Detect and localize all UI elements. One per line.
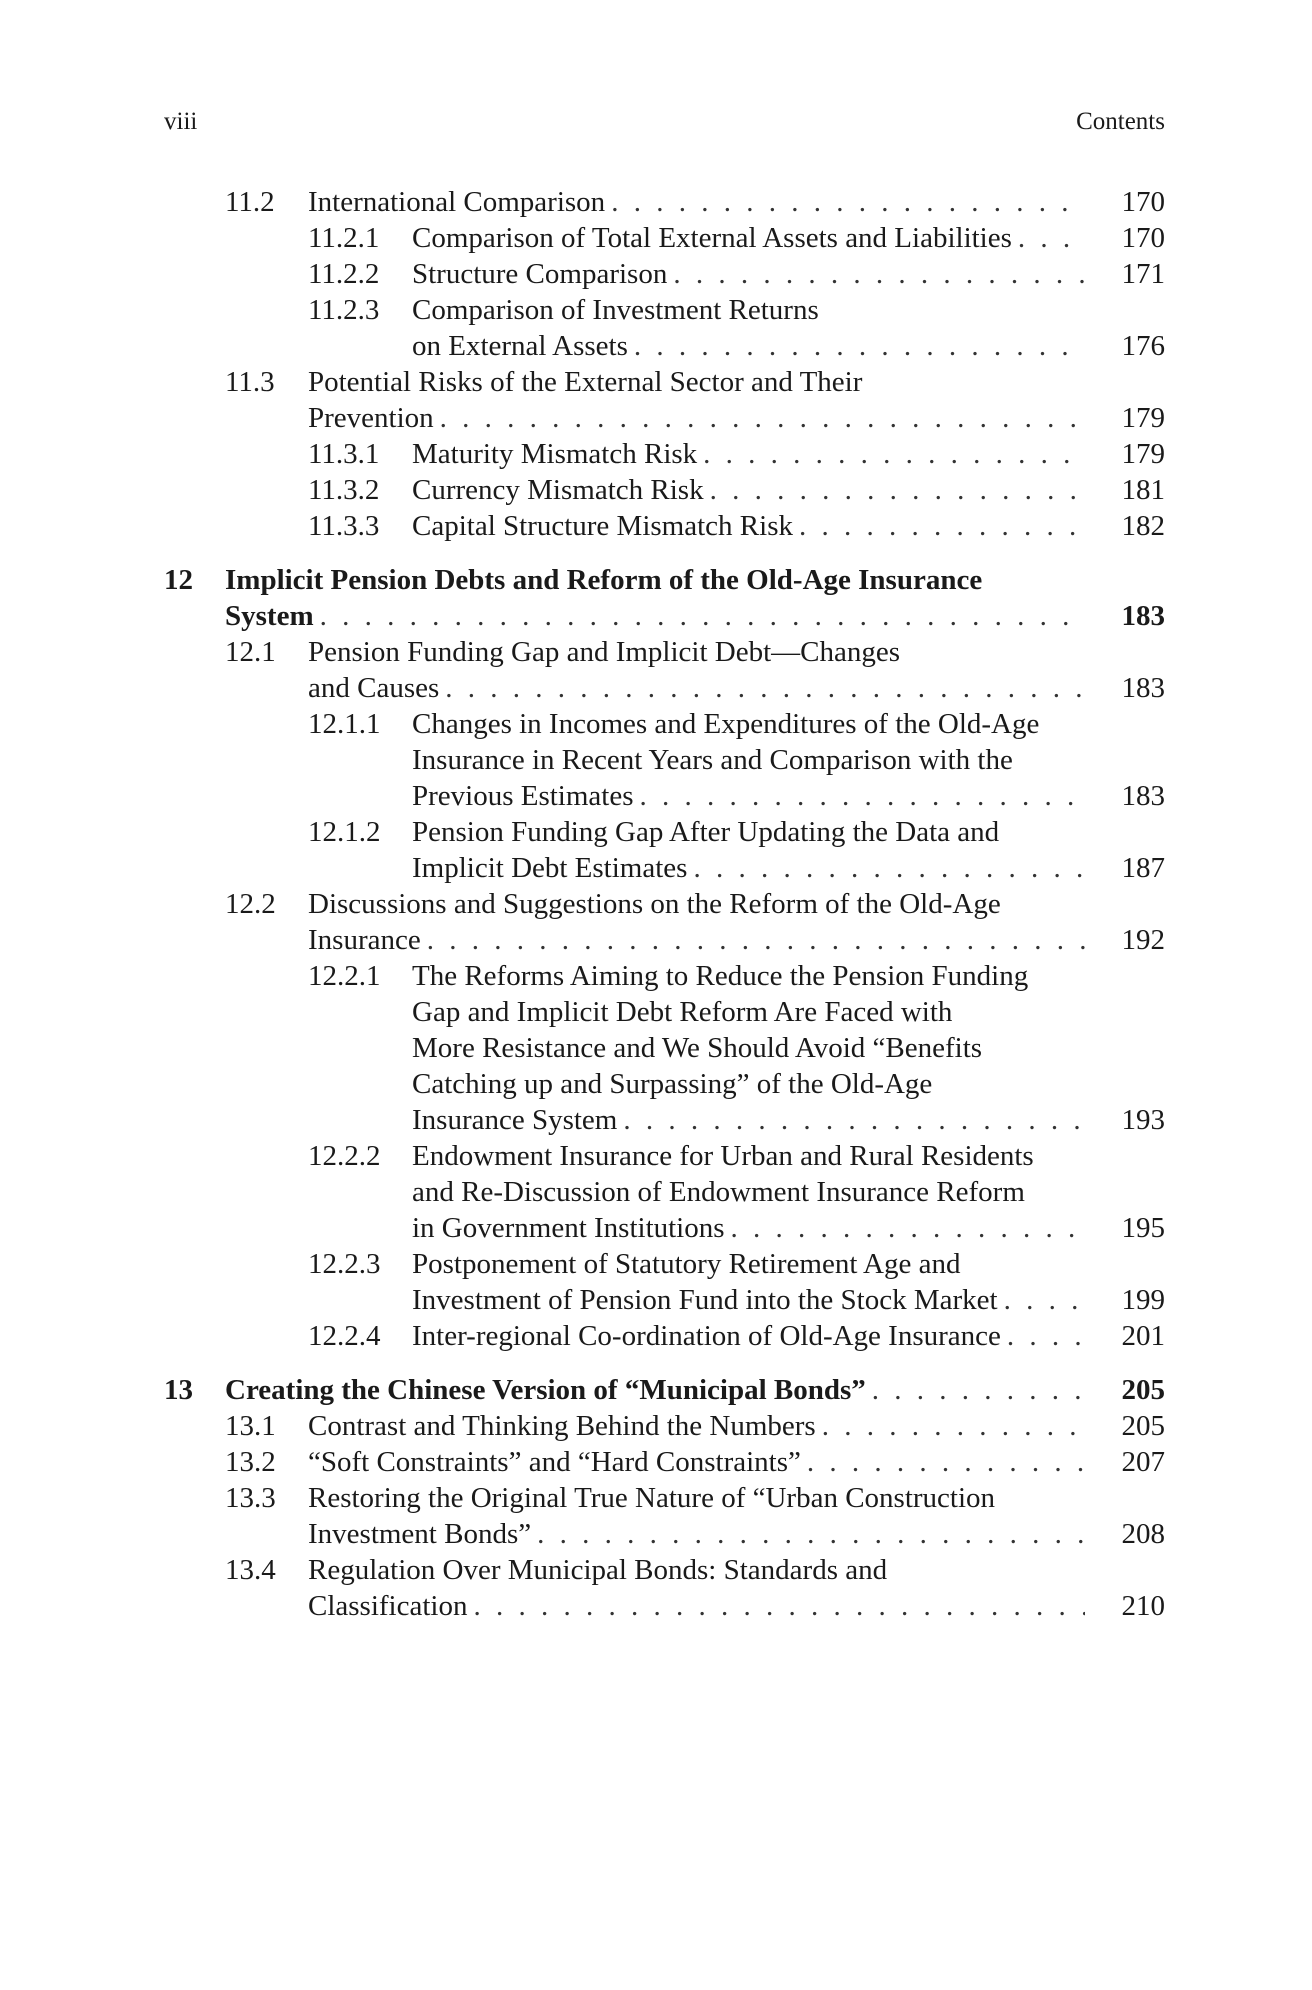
section-title: Maturity Mismatch Risk: [412, 438, 698, 470]
section-number: 13.4: [225, 1554, 276, 1586]
page-ref: 205: [1121, 1374, 1165, 1406]
section-title: Capital Structure Mismatch Risk: [412, 510, 793, 542]
dot-leader: [434, 400, 1085, 436]
section-title-line: Insurance in Recent Years and Comparison with the: [412, 744, 1013, 776]
toc-entry-11-2-2[interactable]: [0, 256, 1312, 292]
section-number: 12.1: [225, 636, 276, 668]
section-title-line: Changes in Incomes and Expenditures of the Old-Age: [412, 708, 1040, 740]
chapter-title: Creating the Chinese Version of “Municipal Bonds”: [225, 1374, 866, 1406]
page-ref: 171: [1121, 258, 1165, 290]
section-number: 12.1.1: [308, 708, 381, 740]
section-title-line: The Reforms Aiming to Reduce the Pension Funding: [412, 960, 1029, 992]
page-ref: 199: [1121, 1284, 1165, 1316]
dot-leader: [866, 1372, 1085, 1408]
dot-leader: [1001, 1318, 1085, 1354]
page-ref: 205: [1121, 1410, 1165, 1442]
chapter-number: 13: [164, 1374, 193, 1406]
page-ref: 176: [1121, 330, 1165, 362]
dot-leader: [634, 778, 1085, 814]
section-title-line: Gap and Implicit Debt Reform Are Faced with: [412, 996, 953, 1028]
dot-leader: [998, 1282, 1085, 1318]
section-title-line: Pension Funding Gap and Implicit Debt—Changes: [308, 636, 901, 668]
toc-entry-12-1-2[interactable]: [0, 814, 1312, 886]
section-title-line: Pension Funding Gap After Updating the Data and: [412, 816, 1000, 848]
dot-leader: [816, 1408, 1085, 1444]
page-ref: 207: [1121, 1446, 1165, 1478]
page-ref: 179: [1121, 438, 1165, 470]
section-number: 12.2.4: [308, 1320, 381, 1352]
chapter-title: System: [225, 600, 314, 632]
section-title: Classification: [308, 1590, 468, 1622]
section-title: on External Assets: [412, 330, 628, 362]
section-title-line: and Re-Discussion of Endowment Insurance Reform: [412, 1176, 1025, 1208]
section-number: 12.2.2: [308, 1140, 381, 1172]
page-ref: 193: [1121, 1104, 1165, 1136]
section-number: 12.2.3: [308, 1248, 381, 1280]
section-title-line: Comparison of Investment Returns: [412, 294, 819, 326]
toc-entry-12-2-2[interactable]: [0, 1138, 1312, 1246]
dot-leader: [628, 328, 1085, 364]
page-ref: 195: [1121, 1212, 1165, 1244]
section-title: Contrast and Thinking Behind the Numbers: [308, 1410, 816, 1442]
dot-leader: [617, 1102, 1085, 1138]
chapter-title-line: Implicit Pension Debts and Reform of the Old-Age Insurance: [225, 564, 983, 596]
chapter-number: 12: [164, 564, 193, 596]
toc-entry-11-2[interactable]: [0, 184, 1312, 220]
section-title: “Soft Constraints” and “Hard Constraints”: [308, 1446, 801, 1478]
section-number: 11.2.3: [308, 294, 380, 326]
section-number: 13.2: [225, 1446, 276, 1478]
section-title: Insurance: [308, 924, 421, 956]
section-title: Insurance System: [412, 1104, 618, 1136]
page-number: viii: [164, 108, 198, 135]
toc-entry-12-1[interactable]: [0, 634, 1312, 706]
section-number: 11.2: [225, 186, 275, 218]
page-ref: 170: [1121, 186, 1165, 218]
section-title: in Government Institutions: [412, 1212, 725, 1244]
toc-entry-11-2-1[interactable]: [0, 220, 1312, 256]
section-title-line: Discussions and Suggestions on the Reform of the Old-Age: [308, 888, 1001, 920]
section-title: Investment of Pension Fund into the Stock Market: [412, 1284, 998, 1316]
toc-entry-12-2-1[interactable]: [0, 958, 1312, 1138]
section-title-line: Restoring the Original True Nature of “Urban Construction: [308, 1482, 996, 1514]
toc-chapter-13[interactable]: [0, 1372, 1312, 1408]
running-title: Contents: [1076, 108, 1165, 135]
section-title: Prevention: [308, 402, 434, 434]
page-ref: 201: [1121, 1320, 1165, 1352]
page-ref: 192: [1121, 924, 1165, 956]
section-number: 13.1: [225, 1410, 276, 1442]
toc-entry-12-2-4[interactable]: [0, 1318, 1312, 1354]
toc-entry-13-3[interactable]: [0, 1480, 1312, 1552]
section-number: 13.3: [225, 1482, 276, 1514]
page-ref: 210: [1121, 1590, 1165, 1622]
section-title: Structure Comparison: [412, 258, 668, 290]
page-ref: 181: [1121, 474, 1165, 506]
dot-leader: [1012, 220, 1085, 256]
dot-leader: [687, 850, 1085, 886]
section-number: 11.3.3: [308, 510, 380, 542]
table-of-contents: [0, 184, 1312, 1624]
section-number: 12.2: [225, 888, 276, 920]
dot-leader: [531, 1516, 1085, 1552]
page-ref: 183: [1121, 600, 1165, 632]
section-number: 11.3: [225, 366, 275, 398]
page-header: [164, 104, 1165, 140]
section-title-line: Endowment Insurance for Urban and Rural Residents: [412, 1140, 1034, 1172]
toc-chapter-12[interactable]: [0, 562, 1312, 634]
toc-entry-13-4[interactable]: [0, 1552, 1312, 1624]
section-number: 11.2.2: [308, 258, 380, 290]
section-number: 12.1.2: [308, 816, 381, 848]
section-title: Implicit Debt Estimates: [412, 852, 688, 884]
page-ref: 179: [1121, 402, 1165, 434]
section-title: Inter-regional Co-ordination of Old-Age Insurance: [412, 1320, 1001, 1352]
toc-entry-11-3-3[interactable]: [0, 508, 1312, 544]
section-title-line: Postponement of Statutory Retirement Age and: [412, 1248, 961, 1280]
section-title-line: More Resistance and We Should Avoid “Benefits: [412, 1032, 983, 1064]
section-title: International Comparison: [308, 186, 606, 218]
toc-entry-12-2-3[interactable]: [0, 1246, 1312, 1318]
section-number: 11.3.1: [308, 438, 380, 470]
page-ref: 183: [1121, 672, 1165, 704]
toc-entry-11-2-3[interactable]: [0, 292, 1312, 364]
dot-leader: [704, 472, 1085, 508]
dot-leader: [801, 1444, 1085, 1480]
page-ref: 182: [1121, 510, 1165, 542]
toc-entry-12-1-1[interactable]: [0, 706, 1312, 814]
toc-entry-11-3[interactable]: [0, 364, 1312, 436]
section-number: 11.3.2: [308, 474, 380, 506]
dot-leader: [605, 184, 1085, 220]
toc-entry-11-3-1[interactable]: [0, 436, 1312, 472]
section-title: Previous Estimates: [412, 780, 634, 812]
toc-entry-12-2[interactable]: [0, 886, 1312, 958]
page-ref: 170: [1121, 222, 1165, 254]
dot-leader: [439, 670, 1085, 706]
section-title: Currency Mismatch Risk: [412, 474, 704, 506]
dot-leader: [667, 256, 1085, 292]
dot-leader: [697, 436, 1085, 472]
toc-entry-11-3-2[interactable]: [0, 472, 1312, 508]
dot-leader: [314, 598, 1085, 634]
dot-leader: [793, 508, 1085, 544]
dot-leader: [421, 922, 1085, 958]
section-title: Investment Bonds”: [308, 1518, 532, 1550]
section-title-line: Potential Risks of the External Sector and Their: [308, 366, 863, 398]
section-number: 11.2.1: [308, 222, 380, 254]
section-title: Comparison of Total External Assets and Liabilities: [412, 222, 1012, 254]
section-title-line: Catching up and Surpassing” of the Old-Age: [412, 1068, 933, 1100]
section-number: 12.2.1: [308, 960, 381, 992]
dot-leader: [467, 1588, 1085, 1624]
toc-entry-13-2[interactable]: [0, 1444, 1312, 1480]
page-ref: 208: [1121, 1518, 1165, 1550]
page-ref: 183: [1121, 780, 1165, 812]
toc-entry-13-1[interactable]: [0, 1408, 1312, 1444]
section-title: and Causes: [308, 672, 440, 704]
dot-leader: [725, 1210, 1085, 1246]
page-ref: 187: [1121, 852, 1165, 884]
section-title-line: Regulation Over Municipal Bonds: Standards and: [308, 1554, 888, 1586]
